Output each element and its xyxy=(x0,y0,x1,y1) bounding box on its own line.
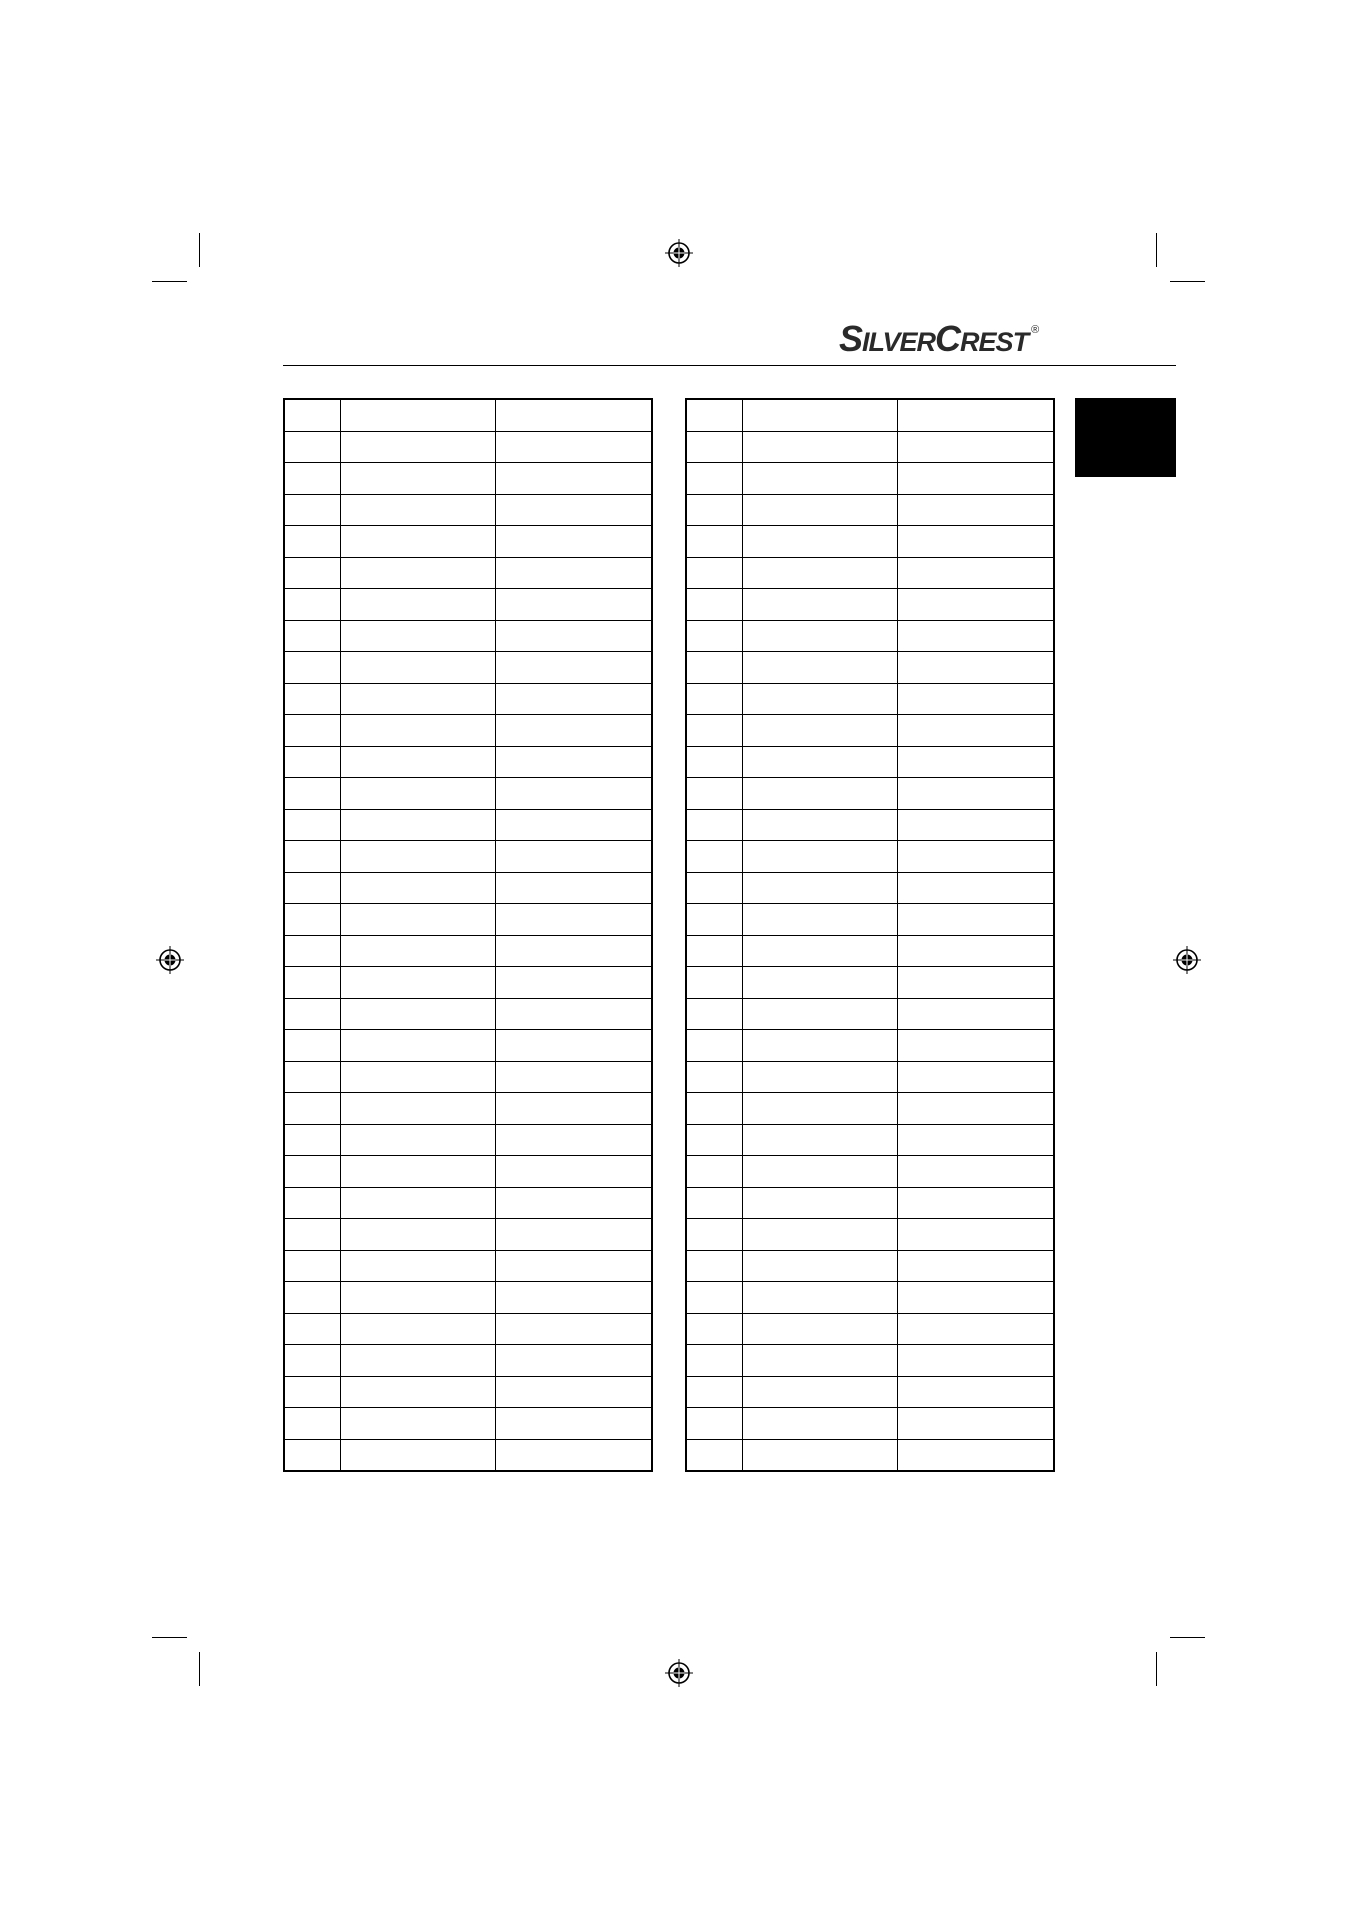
table-row xyxy=(686,1156,1054,1188)
table-cell xyxy=(496,1250,653,1282)
table-cell xyxy=(898,872,1055,904)
table-cell xyxy=(284,494,341,526)
table-cell xyxy=(341,1250,496,1282)
table-cell xyxy=(496,526,653,558)
table-row xyxy=(686,431,1054,463)
table-row xyxy=(686,998,1054,1030)
crop-mark-top-right-horizontal xyxy=(1170,281,1205,282)
table-cell xyxy=(284,1345,341,1377)
table-row xyxy=(284,399,652,431)
table-cell xyxy=(496,1030,653,1062)
table-cell xyxy=(496,1313,653,1345)
table-cell xyxy=(898,1124,1055,1156)
table-cell xyxy=(743,652,898,684)
table-row xyxy=(284,589,652,621)
table-row xyxy=(686,841,1054,873)
table-cell xyxy=(284,778,341,810)
table-cell xyxy=(496,1282,653,1314)
table-cell xyxy=(898,1345,1055,1377)
table-cell xyxy=(743,1439,898,1471)
table-cell xyxy=(341,620,496,652)
table-cell xyxy=(686,1061,743,1093)
table-cell xyxy=(686,841,743,873)
table-cell xyxy=(686,589,743,621)
table-cell xyxy=(898,1376,1055,1408)
table-cell xyxy=(743,1093,898,1125)
table-row xyxy=(686,967,1054,999)
table-cell xyxy=(898,841,1055,873)
table-cell xyxy=(284,557,341,589)
table-row xyxy=(284,557,652,589)
table-row xyxy=(686,620,1054,652)
table-cell xyxy=(743,683,898,715)
table-cell xyxy=(743,1313,898,1345)
table-cell xyxy=(341,1376,496,1408)
table-cell xyxy=(686,872,743,904)
table-cell xyxy=(341,809,496,841)
table-cell xyxy=(743,967,898,999)
table-cell xyxy=(284,904,341,936)
table-row xyxy=(284,1156,652,1188)
table-cell xyxy=(284,1282,341,1314)
table-cell xyxy=(686,399,743,431)
table-row xyxy=(284,652,652,684)
table-cell xyxy=(341,1345,496,1377)
table-cell xyxy=(743,1282,898,1314)
crop-mark-top-left-horizontal xyxy=(152,281,187,282)
table-row xyxy=(284,1345,652,1377)
table-cell xyxy=(284,746,341,778)
table-row xyxy=(686,1376,1054,1408)
table-cell xyxy=(496,872,653,904)
table-cell xyxy=(341,1282,496,1314)
table-row xyxy=(686,1408,1054,1440)
table-cell xyxy=(341,904,496,936)
table-cell xyxy=(686,494,743,526)
table-cell xyxy=(496,715,653,747)
table-cell xyxy=(743,431,898,463)
table-cell xyxy=(743,463,898,495)
table-cell xyxy=(743,1124,898,1156)
table-cell xyxy=(341,935,496,967)
table-row xyxy=(686,1439,1054,1471)
table-cell xyxy=(743,1030,898,1062)
table-cell xyxy=(284,526,341,558)
table-cell xyxy=(686,1250,743,1282)
table-cell xyxy=(686,431,743,463)
table-row xyxy=(686,1345,1054,1377)
table-cell xyxy=(898,494,1055,526)
table-cell xyxy=(898,589,1055,621)
table-row xyxy=(284,494,652,526)
table-cell xyxy=(743,715,898,747)
table-cell xyxy=(743,620,898,652)
table-cell xyxy=(898,1093,1055,1125)
table-cell xyxy=(898,1219,1055,1251)
table-cell xyxy=(341,494,496,526)
table-cell xyxy=(284,715,341,747)
table-cell xyxy=(898,463,1055,495)
table-row xyxy=(284,715,652,747)
table-cell xyxy=(341,1156,496,1188)
crop-mark-bottom-right-vertical xyxy=(1156,1652,1157,1686)
table-row xyxy=(284,841,652,873)
table-cell xyxy=(284,1124,341,1156)
crop-mark-top-right-vertical xyxy=(1156,233,1157,267)
table-row xyxy=(284,904,652,936)
table-row xyxy=(686,904,1054,936)
table-row xyxy=(284,1187,652,1219)
table-cell xyxy=(898,683,1055,715)
table-row xyxy=(686,778,1054,810)
table-cell xyxy=(341,1061,496,1093)
registration-crosshair-icon xyxy=(664,1658,694,1688)
table-cell xyxy=(898,557,1055,589)
table-cell xyxy=(284,589,341,621)
table-cell xyxy=(496,431,653,463)
table-row xyxy=(686,1250,1054,1282)
table-cell xyxy=(341,526,496,558)
table-cell xyxy=(898,998,1055,1030)
table-cell xyxy=(898,1313,1055,1345)
table-cell xyxy=(743,526,898,558)
table-cell xyxy=(496,1376,653,1408)
table-cell xyxy=(496,1124,653,1156)
table-cell xyxy=(743,904,898,936)
table-cell xyxy=(341,967,496,999)
table-row xyxy=(284,463,652,495)
table-cell xyxy=(341,652,496,684)
table-cell xyxy=(686,1219,743,1251)
table-cell xyxy=(743,935,898,967)
table-cell xyxy=(496,557,653,589)
crop-mark-bottom-right-horizontal xyxy=(1170,1637,1205,1638)
table-cell xyxy=(743,1408,898,1440)
table-row xyxy=(284,1219,652,1251)
table-cell xyxy=(284,1439,341,1471)
table-cell xyxy=(898,1030,1055,1062)
table-cell xyxy=(898,1282,1055,1314)
table-cell xyxy=(743,1187,898,1219)
table-row xyxy=(686,589,1054,621)
table-cell xyxy=(898,809,1055,841)
table-cell xyxy=(898,620,1055,652)
blank-table-right xyxy=(685,398,1055,1472)
table-cell xyxy=(686,463,743,495)
table-row xyxy=(686,526,1054,558)
table-cell xyxy=(284,1156,341,1188)
table-row xyxy=(686,1061,1054,1093)
table-cell xyxy=(686,904,743,936)
table-cell xyxy=(284,967,341,999)
table-cell xyxy=(898,1156,1055,1188)
table-cell xyxy=(898,1187,1055,1219)
table-cell xyxy=(341,1030,496,1062)
table-cell xyxy=(341,1093,496,1125)
table-cell xyxy=(496,683,653,715)
table-row xyxy=(686,1313,1054,1345)
table-row xyxy=(284,526,652,558)
table-cell xyxy=(496,904,653,936)
table-cell xyxy=(284,1093,341,1125)
table-row xyxy=(284,431,652,463)
registration-crosshair-icon xyxy=(1172,945,1202,975)
table-cell xyxy=(898,967,1055,999)
table-cell xyxy=(496,652,653,684)
table-row xyxy=(686,1187,1054,1219)
table-cell xyxy=(496,967,653,999)
table-row xyxy=(284,1376,652,1408)
table-cell xyxy=(284,1376,341,1408)
table-row xyxy=(686,652,1054,684)
table-cell xyxy=(743,746,898,778)
table-cell xyxy=(686,683,743,715)
table-cell xyxy=(686,967,743,999)
blank-table-left xyxy=(283,398,653,1472)
language-tab-block xyxy=(1075,398,1176,477)
table-row xyxy=(686,1219,1054,1251)
table-cell xyxy=(686,620,743,652)
table-cell xyxy=(686,1030,743,1062)
table-cell xyxy=(284,399,341,431)
table-cell xyxy=(686,1156,743,1188)
registration-crosshair-icon xyxy=(664,238,694,268)
table-cell xyxy=(284,463,341,495)
table-cell xyxy=(898,399,1055,431)
table-cell xyxy=(496,1408,653,1440)
table-row xyxy=(284,746,652,778)
table-cell xyxy=(686,652,743,684)
table-cell xyxy=(341,872,496,904)
table-row xyxy=(686,399,1054,431)
table-cell xyxy=(686,1187,743,1219)
table-cell xyxy=(898,526,1055,558)
table-cell xyxy=(496,998,653,1030)
table-cell xyxy=(686,998,743,1030)
table-cell xyxy=(743,1156,898,1188)
table-cell xyxy=(496,778,653,810)
table-row xyxy=(284,809,652,841)
crop-mark-bottom-left-horizontal xyxy=(152,1637,187,1638)
table-cell xyxy=(284,1408,341,1440)
table-cell xyxy=(284,1313,341,1345)
table-cell xyxy=(341,1439,496,1471)
table-cell xyxy=(496,1439,653,1471)
table-row xyxy=(284,620,652,652)
table-cell xyxy=(284,998,341,1030)
table-cell xyxy=(686,746,743,778)
table-row xyxy=(284,1030,652,1062)
table-cell xyxy=(686,1124,743,1156)
table-cell xyxy=(341,778,496,810)
table-cell xyxy=(284,935,341,967)
table-cell xyxy=(898,746,1055,778)
table-cell xyxy=(898,715,1055,747)
table-row xyxy=(284,778,652,810)
table-row xyxy=(284,935,652,967)
table-row xyxy=(686,872,1054,904)
table-cell xyxy=(496,1187,653,1219)
table-cell xyxy=(496,463,653,495)
table-cell xyxy=(743,1250,898,1282)
table-cell xyxy=(496,589,653,621)
table-cell xyxy=(496,841,653,873)
table-cell xyxy=(898,1408,1055,1440)
table-cell xyxy=(496,1093,653,1125)
table-cell xyxy=(743,1376,898,1408)
table-cell xyxy=(898,778,1055,810)
table-cell xyxy=(496,746,653,778)
brand-logo-s: S xyxy=(839,318,863,359)
table-cell xyxy=(898,652,1055,684)
table-cell xyxy=(284,431,341,463)
table-cell xyxy=(898,1250,1055,1282)
table-cell xyxy=(341,557,496,589)
table-cell xyxy=(284,1030,341,1062)
table-cell xyxy=(743,841,898,873)
table-row xyxy=(686,746,1054,778)
table-cell xyxy=(686,715,743,747)
table-row xyxy=(686,1282,1054,1314)
table-row xyxy=(284,1439,652,1471)
table-row xyxy=(686,715,1054,747)
table-cell xyxy=(341,1408,496,1440)
table-row xyxy=(284,1124,652,1156)
table-cell xyxy=(496,1219,653,1251)
table-row xyxy=(284,1282,652,1314)
table-row xyxy=(686,809,1054,841)
table-row xyxy=(686,683,1054,715)
table-cell xyxy=(743,778,898,810)
table-cell xyxy=(284,1219,341,1251)
table-cell xyxy=(743,399,898,431)
table-cell xyxy=(341,431,496,463)
table-cell xyxy=(686,778,743,810)
crop-mark-top-left-vertical xyxy=(199,233,200,267)
table-cell xyxy=(496,399,653,431)
table-cell xyxy=(496,1345,653,1377)
table-row xyxy=(284,1061,652,1093)
table-cell xyxy=(496,809,653,841)
table-cell xyxy=(898,1439,1055,1471)
table-cell xyxy=(686,935,743,967)
table-cell xyxy=(686,1313,743,1345)
table-cell xyxy=(284,809,341,841)
table-cell xyxy=(496,935,653,967)
table-row xyxy=(686,1093,1054,1125)
brand-logo-ilver: ILVER xyxy=(862,327,936,357)
table-cell xyxy=(898,1061,1055,1093)
table-row xyxy=(686,1030,1054,1062)
table-cell xyxy=(496,494,653,526)
table-row xyxy=(686,935,1054,967)
table-cell xyxy=(686,1408,743,1440)
table-row xyxy=(284,1093,652,1125)
table-row xyxy=(284,1250,652,1282)
table-cell xyxy=(743,1345,898,1377)
table-cell xyxy=(341,399,496,431)
table-row xyxy=(284,967,652,999)
registration-crosshair-icon xyxy=(155,945,185,975)
table-cell xyxy=(284,683,341,715)
table-cell xyxy=(341,715,496,747)
table-cell xyxy=(496,1156,653,1188)
table-cell xyxy=(898,904,1055,936)
table-cell xyxy=(341,683,496,715)
table-cell xyxy=(686,1282,743,1314)
table-cell xyxy=(743,998,898,1030)
table-row xyxy=(686,463,1054,495)
table-cell xyxy=(686,1439,743,1471)
table-cell xyxy=(743,1061,898,1093)
table-cell xyxy=(496,620,653,652)
table-cell xyxy=(284,1187,341,1219)
table-cell xyxy=(284,652,341,684)
table-row xyxy=(686,494,1054,526)
table-cell xyxy=(341,589,496,621)
table-cell xyxy=(686,526,743,558)
table-cell xyxy=(341,1187,496,1219)
table-cell xyxy=(686,1376,743,1408)
table-cell xyxy=(743,809,898,841)
table-row xyxy=(686,557,1054,589)
table-cell xyxy=(743,589,898,621)
table-cell xyxy=(341,1124,496,1156)
table-row xyxy=(284,872,652,904)
table-cell xyxy=(743,557,898,589)
table-cell xyxy=(743,1219,898,1251)
table-cell xyxy=(284,841,341,873)
brand-logo-rest: REST xyxy=(960,327,1029,357)
header-rule xyxy=(283,365,1176,366)
table-cell xyxy=(496,1061,653,1093)
table-row xyxy=(284,1408,652,1440)
brand-logo xyxy=(839,318,1069,358)
table-cell xyxy=(341,841,496,873)
table-row xyxy=(284,683,652,715)
table-cell xyxy=(743,872,898,904)
table-row xyxy=(686,1124,1054,1156)
crop-mark-bottom-left-vertical xyxy=(199,1652,200,1686)
table-cell xyxy=(341,746,496,778)
table-cell xyxy=(341,463,496,495)
table-cell xyxy=(284,620,341,652)
table-cell xyxy=(284,872,341,904)
table-cell xyxy=(686,557,743,589)
table-cell xyxy=(898,935,1055,967)
table-cell xyxy=(686,809,743,841)
table-cell xyxy=(284,1061,341,1093)
table-cell xyxy=(686,1093,743,1125)
table-cell xyxy=(743,494,898,526)
brand-logo-c: C xyxy=(935,318,961,359)
table-row xyxy=(284,998,652,1030)
table-cell xyxy=(686,1345,743,1377)
table-cell xyxy=(898,431,1055,463)
table-cell xyxy=(341,998,496,1030)
table-cell xyxy=(341,1313,496,1345)
table-row xyxy=(284,1313,652,1345)
registered-symbol: ® xyxy=(1031,324,1039,336)
table-cell xyxy=(284,1250,341,1282)
table-cell xyxy=(341,1219,496,1251)
